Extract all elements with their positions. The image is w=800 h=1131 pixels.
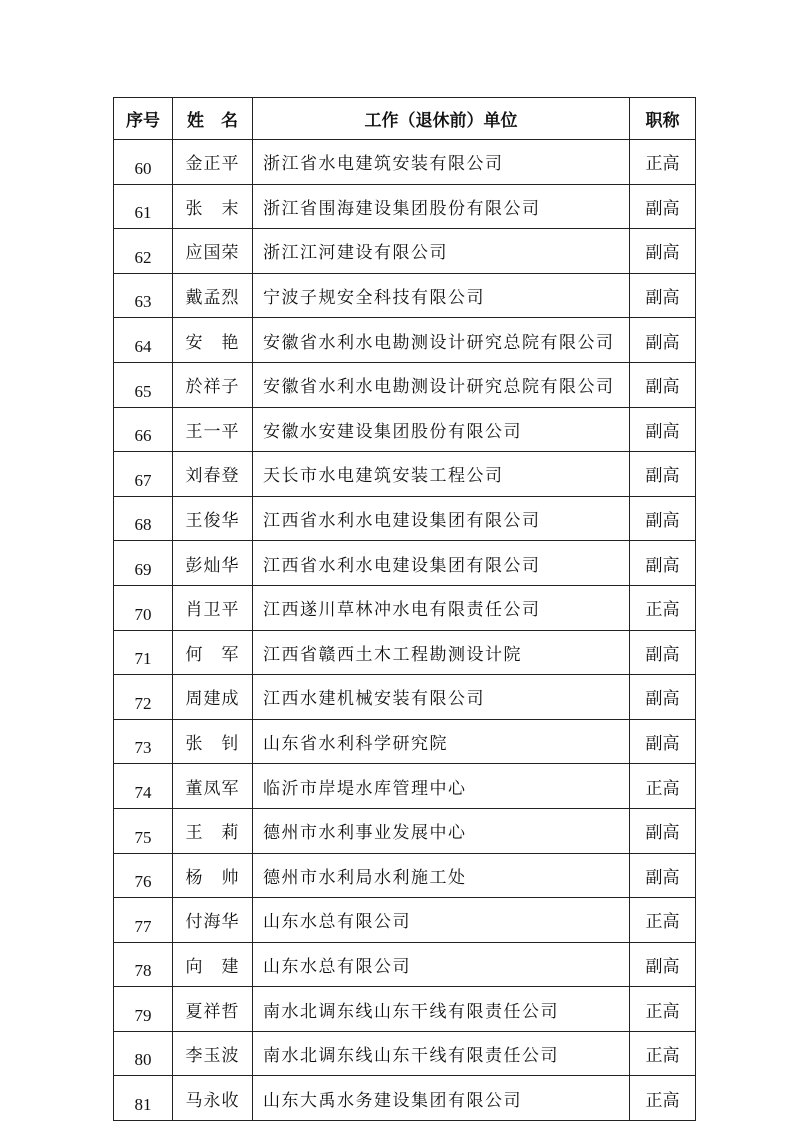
unit-cell: 浙江江河建设有限公司 [253, 229, 630, 274]
title-cell: 正高 [630, 898, 696, 943]
name-cell: 金正平 [173, 140, 253, 185]
table-row [114, 808, 696, 853]
table-row [114, 541, 696, 586]
title-cell: 副高 [630, 719, 696, 764]
name-cell: 向 建 [173, 942, 253, 987]
name-cell: 王一平 [173, 407, 253, 452]
title-cell: 副高 [630, 853, 696, 898]
row-number-cell: 67 [114, 452, 173, 497]
header-name: 姓 名 [173, 98, 253, 140]
row-number-cell: 64 [114, 318, 173, 363]
title-cell: 副高 [630, 318, 696, 363]
name-cell: 王俊华 [173, 496, 253, 541]
row-number-cell: 68 [114, 496, 173, 541]
row-number-cell: 77 [114, 898, 173, 943]
table-row [114, 1076, 696, 1121]
title-cell: 正高 [630, 585, 696, 630]
table-row [114, 719, 696, 764]
table-row [114, 675, 696, 720]
unit-cell: 江西省赣西土木工程勘测设计院 [253, 630, 630, 675]
row-number-cell: 66 [114, 407, 173, 452]
row-number-cell: 80 [114, 1031, 173, 1076]
row-number-cell: 76 [114, 853, 173, 898]
unit-cell: 山东大禹水务建设集团有限公司 [253, 1076, 630, 1121]
name-cell: 董凤军 [173, 764, 253, 809]
table-row [114, 898, 696, 943]
row-number-cell: 72 [114, 675, 173, 720]
unit-cell: 江西遂川草林冲水电有限责任公司 [253, 585, 630, 630]
table-row [114, 496, 696, 541]
unit-cell: 浙江省围海建设集团股份有限公司 [253, 184, 630, 229]
table-row [114, 318, 696, 363]
name-cell: 张 钊 [173, 719, 253, 764]
unit-cell: 天长市水电建筑安装工程公司 [253, 452, 630, 497]
title-cell: 副高 [630, 362, 696, 407]
title-cell: 副高 [630, 675, 696, 720]
unit-cell: 江西省水利水电建设集团有限公司 [253, 541, 630, 586]
unit-cell: 宁波子规安全科技有限公司 [253, 273, 630, 318]
row-number-cell: 61 [114, 184, 173, 229]
header-unit: 工作（退休前）单位 [253, 98, 630, 140]
name-cell: 马永收 [173, 1076, 253, 1121]
table-row [114, 585, 696, 630]
row-number-cell: 65 [114, 362, 173, 407]
unit-cell: 安徽省水利水电勘测设计研究总院有限公司 [253, 318, 630, 363]
unit-cell: 江西水建机械安装有限公司 [253, 675, 630, 720]
table-row [114, 362, 696, 407]
table-row [114, 184, 696, 229]
unit-cell: 南水北调东线山东干线有限责任公司 [253, 1031, 630, 1076]
unit-cell: 山东水总有限公司 [253, 942, 630, 987]
table-header-row [114, 98, 696, 140]
header-no: 序号 [114, 98, 173, 140]
title-cell: 副高 [630, 273, 696, 318]
name-cell: 杨 帅 [173, 853, 253, 898]
table-row [114, 987, 696, 1032]
row-number-cell: 74 [114, 764, 173, 809]
table-body [114, 140, 696, 1121]
unit-cell: 南水北调东线山东干线有限责任公司 [253, 987, 630, 1032]
row-number-cell: 60 [114, 140, 173, 185]
name-cell: 王 莉 [173, 808, 253, 853]
name-cell: 於祥子 [173, 362, 253, 407]
row-number-cell: 71 [114, 630, 173, 675]
row-number-cell: 69 [114, 541, 173, 586]
table-row [114, 942, 696, 987]
name-cell: 肖卫平 [173, 585, 253, 630]
table-row [114, 140, 696, 185]
personnel-table [113, 97, 696, 1121]
name-cell: 刘春登 [173, 452, 253, 497]
row-number-cell: 73 [114, 719, 173, 764]
row-number-cell: 70 [114, 585, 173, 630]
unit-cell: 江西省水利水电建设集团有限公司 [253, 496, 630, 541]
unit-cell: 德州市水利局水利施工处 [253, 853, 630, 898]
table-row [114, 407, 696, 452]
title-cell: 副高 [630, 541, 696, 586]
title-cell: 副高 [630, 808, 696, 853]
name-cell: 戴孟烈 [173, 273, 253, 318]
title-cell: 副高 [630, 229, 696, 274]
name-cell: 安 艳 [173, 318, 253, 363]
name-cell: 何 军 [173, 630, 253, 675]
table-row [114, 764, 696, 809]
title-cell: 正高 [630, 140, 696, 185]
unit-cell: 安徽省水利水电勘测设计研究总院有限公司 [253, 362, 630, 407]
row-number-cell: 81 [114, 1076, 173, 1121]
row-number-cell: 63 [114, 273, 173, 318]
title-cell: 正高 [630, 1076, 696, 1121]
unit-cell: 德州市水利事业发展中心 [253, 808, 630, 853]
name-cell: 李玉波 [173, 1031, 253, 1076]
name-cell: 周建成 [173, 675, 253, 720]
title-cell: 正高 [630, 987, 696, 1032]
table-row [114, 853, 696, 898]
title-cell: 副高 [630, 942, 696, 987]
unit-cell: 安徽水安建设集团股份有限公司 [253, 407, 630, 452]
unit-cell: 山东省水利科学研究院 [253, 719, 630, 764]
title-cell: 正高 [630, 764, 696, 809]
table-row [114, 229, 696, 274]
title-cell: 副高 [630, 184, 696, 229]
unit-cell: 临沂市岸堤水库管理中心 [253, 764, 630, 809]
table-row [114, 1031, 696, 1076]
row-number-cell: 62 [114, 229, 173, 274]
title-cell: 副高 [630, 452, 696, 497]
name-cell: 付海华 [173, 898, 253, 943]
row-number-cell: 75 [114, 808, 173, 853]
name-cell: 彭灿华 [173, 541, 253, 586]
table-row [114, 452, 696, 497]
table-row [114, 273, 696, 318]
unit-cell: 山东水总有限公司 [253, 898, 630, 943]
table-row [114, 630, 696, 675]
title-cell: 正高 [630, 1031, 696, 1076]
unit-cell: 浙江省水电建筑安装有限公司 [253, 140, 630, 185]
title-cell: 副高 [630, 407, 696, 452]
title-cell: 副高 [630, 496, 696, 541]
row-number-cell: 78 [114, 942, 173, 987]
name-cell: 夏祥哲 [173, 987, 253, 1032]
name-cell: 张 末 [173, 184, 253, 229]
title-cell: 副高 [630, 630, 696, 675]
name-cell: 应国荣 [173, 229, 253, 274]
row-number-cell: 79 [114, 987, 173, 1032]
header-title: 职称 [630, 98, 696, 140]
